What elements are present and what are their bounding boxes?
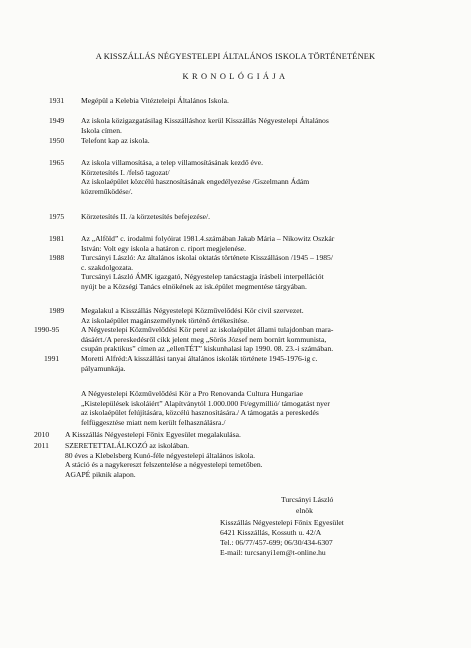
- entry-text: Az „Alföld” c. irodalmi folyóirat 1981.4.számában Jakab Mária – Nikowitz Oszkár István: Volt egy iskola a határon c. riport megjelenése.: [81, 234, 335, 253]
- document-subtitle: KRONOLÓGIÁJA: [182, 72, 289, 81]
- entry-text: Telefont kap az iskola.: [81, 136, 150, 145]
- entry-year: 1931: [49, 96, 65, 105]
- entry-text: A Négyestelepi Közművelődési Kör perel az iskolaépület állami tulajdonban mara- dásáért./A pereskedésről cikk jelent meg „Sörös József nem bornírt kommunista, csupán praktikus” címen az „ellenTÉT” kiskunhalasi lap 1990. 08. 23.-i számában.: [81, 325, 334, 354]
- entry-text: Megalakul a Kisszállás Négyestelepi Közművelődési Kör civil szervezet. Az iskolaépület magánszemélynek történő értékesítése.: [81, 306, 304, 325]
- entry-text: SZERETETTALÁLKOZÓ az iskolában. 80 éves a Klebelsberg Kunó-féle négyestelepi általános iskola. A stáció és a nagykereszt felszentelése a négyestelepi temetőben. AGAPÉ piknik alapon.: [65, 441, 263, 479]
- entry-year: 1990-95: [34, 325, 60, 334]
- signature-contact: Kisszállás Négyestelepi Főnix Egyesület 6421 Kisszállás, Kossuth u. 42/A Tel.: 06/77/457-699; 06/30/434-6307 E-mail: turcsanyi1em@t-online.hu: [220, 518, 344, 557]
- entry-year: 1989: [49, 306, 65, 315]
- entry-text: Körzetesítés II. /a körzetesítés befejezése/.: [81, 212, 211, 221]
- entry-year: 1950: [49, 136, 65, 145]
- entry-year: 2011: [34, 441, 49, 450]
- entry-text: A Négyestelepi Közművelődési Kör a Pro Renovanda Cultura Hungariae „Kistelepülések iskoláiért” Alapítványtól 1.000.000 Ft/egymillió/ támogatást nyer az iskolaépület felújítására, közcélú hasznosítására./ A támogatás a pereskedés felfüggesztése miatt nem került felhasználásra./: [81, 389, 330, 427]
- entry-text: Turcsányi László: Az általános iskolai oktatás története Kisszálláson /1945 – 1985/ c. szakdolgozata. Turcsányi László ÁMK igazgató, Négyestelep tanácstagja írásbeli interpellációt nyújt be a Községi Tanács elnökének az isk.épület megmentése tárgyában.: [81, 253, 333, 291]
- signature-name: Turcsányi László: [281, 495, 334, 504]
- entry-year: 1988: [49, 253, 65, 262]
- entry-year: 2010: [34, 430, 50, 439]
- entry-year: 1981: [49, 234, 65, 243]
- entry-year: 1991: [44, 354, 60, 363]
- entry-text: Moretti Alfréd:A kisszállási tanyai általános iskolák története 1945-1976-ig c. pályamunkája.: [81, 354, 318, 373]
- entry-year: 1965: [49, 158, 65, 167]
- entry-text: Az iskola közigazgatásilag Kisszálláshoz kerül Kisszállás Négyestelepi Általános Iskola címen.: [81, 116, 329, 135]
- entry-year: 1975: [49, 212, 65, 221]
- document-title: A KISSZÁLLÁS NÉGYESTELEPI ÁLTALÁNOS ISKOLA TÖRTÉNETÉNEK: [95, 52, 376, 61]
- signature-role: elnök: [296, 506, 313, 515]
- entry-text: A Kisszállás Négyestelepi Főnix Egyesület megalakulása.: [65, 430, 241, 439]
- entry-year: 1949: [49, 116, 65, 125]
- entry-text: Megépül a Kelebia Vitézteleipi Általános Iskola.: [81, 96, 229, 105]
- entry-text: Az iskola villamosítása, a telep villamosításának kezdő éve. Körzetesítés I. /felső tagozat/ Az iskolaépület közcélú hasznosításának engedélyezése /Gszelmann Ádám közreműködése/.: [81, 158, 310, 196]
